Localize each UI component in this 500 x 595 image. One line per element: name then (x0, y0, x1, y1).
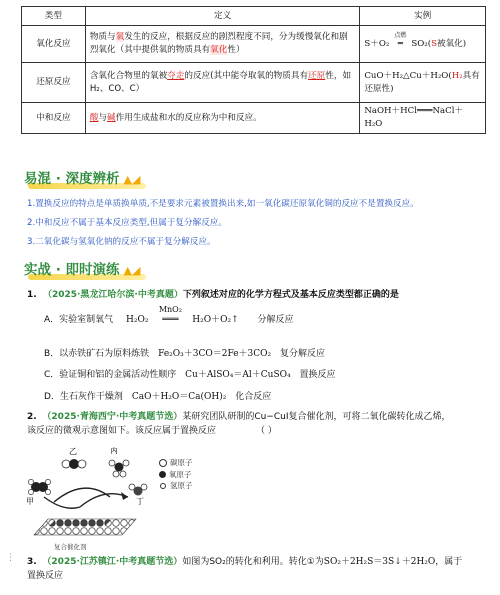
section-title-practice: 实战 · 即时演练 ▲◢ (24, 262, 141, 278)
legend-carbon: 碳原子 (159, 457, 193, 469)
reaction-types-table (21, 6, 486, 134)
label-yi: 乙 (69, 447, 77, 456)
section-title-confusion: 易混 · 深度辨析 ▲◢ (24, 171, 141, 187)
q1-option-a: A．实验室制氧气 H₂O₂ MnO₂ ═══ H₂O＋O₂↑ 分解反应 (44, 305, 294, 325)
triangle-ornament-icon: ▲◢ (123, 264, 141, 277)
legend-oxygen: 氧原子 (159, 469, 193, 481)
catalyst-diagram (24, 447, 164, 557)
table-header-type: 类型 (22, 7, 86, 26)
label-catalyst: 复合催化剂 (54, 543, 87, 551)
row-oxidation-definition: 物质与氧发生的反应，根据反应的剧烈程度不同，分为缓慢氧化和剧烈氧化（其中提供氧的物质具有氧化性） (85, 26, 360, 63)
row-neutralization-definition: 酸与碱作用生成盐和水的反应称为中和反应。 (85, 103, 360, 134)
q1-option-d: D．生石灰作干燥剂 CaO＋H₂O＝Ca(OH)₂ 化合反应 (44, 392, 272, 402)
margin-drag-handle: ⋮ (6, 553, 15, 563)
table-header-definition: 定义 (85, 7, 360, 26)
tip-1: 1.置换反应的特点是单质换单质,不是要求元素被置换出来,如一氧化碳还原氧化铜的反应不是置换反应。 (27, 199, 419, 209)
triangle-ornament-icon: ▲◢ (123, 173, 141, 186)
table-header-example: 实例 (360, 7, 486, 26)
label-ding: 丁 (136, 497, 144, 506)
label-jia: 甲 (26, 497, 34, 506)
question-1: 1. （2025·黑龙江哈尔滨·中考真题）下列叙述对应的化学方程式及基本反应类型都正确的是 (27, 290, 399, 300)
atom-legend (159, 457, 193, 492)
q1-option-c: C．验证铜和铝的金属活动性顺序 Cu＋AlSO₄＝Al＋CuSO₄ 置换反应 (44, 370, 336, 380)
row-reduction-definition: 含氧化合物里的氧被夺走的反应(其中能夺取氧的物质具有还原性，如 H₂、CO、C） (85, 63, 360, 103)
row-oxidation-type: 氧化反应 (22, 26, 86, 63)
tip-3: 3.二氧化碳与氢氧化钠的反应不属于复分解反应。 (27, 237, 216, 247)
row-neutralization-example: NaOH＋HCl═══NaCl＋H₂O (360, 103, 486, 134)
row-oxidation-example: S＋O₂ 点燃 ═ SO₂(S被氧化) (360, 26, 486, 63)
tip-2: 2.中和反应不属于基本反应类型,但属于复分解反应。 (27, 218, 227, 228)
legend-hydrogen: 氢原子 (159, 480, 193, 492)
label-bing: 丙 (110, 447, 118, 455)
row-neutralization-type: 中和反应 (22, 103, 86, 134)
q1-option-b: B．以赤铁矿石为原料炼铁 Fe₂O₃＋3CO＝2Fe＋3CO₂ 复分解反应 (44, 349, 326, 359)
row-reduction-example: CuO＋H₂△Cu＋H₂O(H₂具有还原性) (360, 63, 486, 103)
row-reduction-type: 还原反应 (22, 63, 86, 103)
catalyst-dark-region (48, 519, 112, 527)
question-2: 2. （2025·青海西宁·中考真题节选）某研究团队研制的Cu−CuI复合催化剂，可将二氧化碳转化成乙烯， 该反应的微观示意图如下。该反应属于置换反应 （ ） (27, 412, 451, 436)
question-3: 3. （2025·江苏镇江·中考真题节选）如图为SO₂的转化和利用。转化①为SO₂＋2H₂S＝3S↓＋2H₂O，属于 置换反应 (27, 557, 463, 581)
